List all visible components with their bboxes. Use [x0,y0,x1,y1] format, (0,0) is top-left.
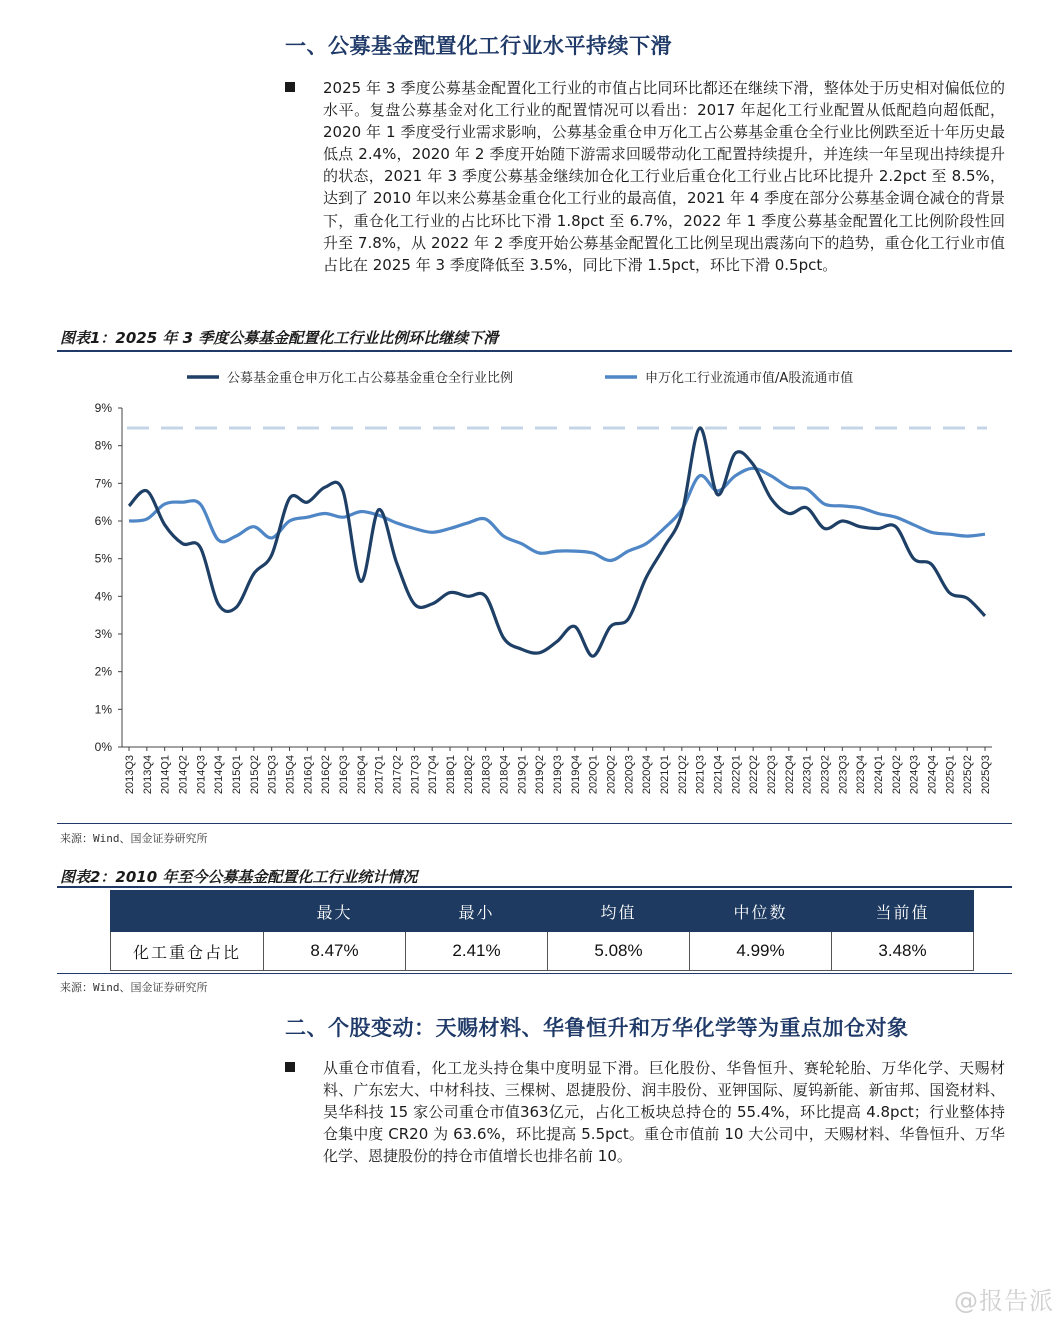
figure1-bottom-rule [57,823,1012,824]
section1-bullet [285,77,1005,276]
x-tick-label: 2016Q3 [338,755,350,795]
bullet-square-icon [285,82,295,92]
x-tick-label: 2024Q1 [873,755,885,795]
section2-paragraph: 从重仓市值看，化工龙头持仓集中度明显下滑。巨化股份、华鲁恒升、赛轮轮胎、万华化学、天赐材料、广东宏大、中材科技、三棵树、恩捷股份、润丰股份、亚钾国际、厦钨新能、新宙邦、国瓷材料、昊华科技 15 家公司重仓市值363亿元，占化工板块总持仓的 55.4%，环比提高 4.8pct；行业整体持仓集中度 CR20 为 63.6%，环比提高 5.5pct。重仓市值前 10 大公司中，天赐材料、华鲁恒升、万华化学、恩捷股份的持仓市值增长也排名前 10。 [323,1059,1005,1166]
y-tick-label: 6% [94,514,112,528]
section1-heading: 一、公募基金配置化工行业水平持续下滑 [285,34,672,58]
x-tick-label: 2022Q2 [748,755,761,795]
y-tick-label: 5% [94,551,112,566]
bullet-square-icon [285,1062,295,1072]
series-line-1 [129,468,985,560]
y-tick-label: 0% [94,740,112,754]
stats-header-current: 当前值 [832,891,974,932]
x-tick-label: 2015Q4 [284,755,297,795]
y-tick-label: 8% [94,438,112,453]
stats-header-median: 中位数 [690,891,832,932]
x-tick-label: 2019Q2 [534,755,547,795]
x-tick-label: 2021Q4 [712,755,725,795]
x-tick-label: 2022Q4 [783,755,796,795]
x-tick-label: 2024Q3 [908,755,921,795]
figure2-bottom-rule [57,973,1012,974]
x-tick-label: 2016Q4 [355,755,368,795]
y-tick-label: 3% [94,627,112,641]
x-tick-label: 2023Q3 [837,755,850,795]
x-tick-label: 2015Q3 [266,755,279,795]
stats-table [110,890,974,971]
x-tick-label: 2024Q2 [890,755,903,795]
x-tick-label: 2014Q1 [159,755,172,795]
stats-header-row [111,891,974,932]
stats-header-max: 最大 [264,891,406,932]
x-tick-label: 2024Q4 [926,755,939,795]
figure2-top-rule [57,886,1012,888]
x-tick-label: 2019Q1 [516,755,529,795]
y-tick-label: 1% [94,702,112,717]
x-tick-label: 2017Q3 [409,755,422,795]
y-tick-label: 9% [94,401,112,415]
table-row [111,932,974,971]
x-tick-label: 2014Q3 [195,755,208,795]
figure1-chart [57,360,1012,820]
x-tick-label: 2013Q3 [124,755,136,795]
x-tick-label: 2014Q2 [177,755,190,795]
x-tick-label: 2025Q3 [980,755,992,795]
y-tick-label: 2% [94,664,112,679]
x-tick-label: 2017Q2 [391,755,404,795]
x-tick-label: 2017Q1 [373,755,386,795]
watermark: @报告派 [954,1287,1054,1315]
x-tick-label: 2021Q3 [694,755,707,795]
legend-label-1: 申万化工行业流通市值/A股流通市值 [645,371,854,386]
y-tick-label: 7% [94,476,112,491]
stats-value-min: 2.41% [406,932,548,971]
x-tick-label: 2020Q2 [605,755,618,795]
x-tick-label: 2018Q2 [462,755,475,795]
x-tick-label: 2019Q4 [569,755,582,795]
x-tick-label: 2020Q4 [641,755,654,795]
figure1-top-rule [57,350,1012,352]
x-tick-label: 2015Q2 [248,755,261,795]
stats-value-current: 3.48% [832,932,974,971]
x-tick-label: 2018Q1 [445,755,457,795]
x-tick-label: 2025Q1 [944,755,957,795]
legend-label-0: 公募基金重仓申万化工占公募基金重仓全行业比例 [227,371,514,386]
stats-row-label: 化工重仓占比 [111,932,264,971]
figure2-title: 图表2：2010 年至今公募基金配置化工行业统计情况 [60,868,418,886]
figure1-source: 来源：Wind、国金证券研究所 [60,832,208,845]
x-tick-label: 2016Q1 [302,755,315,795]
x-tick-label: 2023Q2 [819,755,832,795]
figure1-title: 图表1：2025 年 3 季度公募基金配置化工行业比例环比继续下滑 [60,329,499,347]
section2-bullet [285,1057,1005,1167]
x-tick-label: 2014Q4 [213,755,226,795]
x-tick-label: 2023Q1 [801,755,814,795]
stats-value-median: 4.99% [690,932,832,971]
stats-header-mean: 均值 [548,891,690,932]
y-tick-label: 4% [94,589,112,604]
stats-header-min: 最小 [406,891,548,932]
x-tick-label: 2022Q3 [766,755,778,795]
section1-paragraph: 2025 年 3 季度公募基金配置化工行业的市值占比同环比都还在继续下滑，整体处于历史相对偏低位的水平。复盘公募基金对化工行业的配置情况可以看出：2017 年起化工行业配置从低配趋向超低配，2020 年 1 季度受行业需求影响，公募基金重仓申万化工占公募基金重仓全行业比例跌至近十年历史最低点 2.4%，2020 年 2 季度开始随下游需求回暖带动化工配置持续提升，并连续一年呈现出持续提升的状态，2021 年 3 季度公募基金继续加仓化工行业后重仓化工行业占比环比提升 2.2pct 至 8.5%，达到了 2010 年以来公募基金重仓化工行业的最高值，2021 年 4 季度在部分公募基金调仓减仓的背景下，重仓化工行业的占比环比下滑 1.8pct 至 6.7%，2022 年 1 季度公募基金配置化工比例阶段性回升至 7.8%，从 2022 年 2 季度开始公募基金配置化工比例呈现出震荡向下的趋势，重仓化工行业市值占比在 2025 年 3 季度降低至 3.5%，同比下滑 1.5pct，环比下滑 0.5pct。 [323,79,1005,274]
x-tick-label: 2022Q1 [730,755,743,795]
x-tick-label: 2025Q2 [962,755,975,795]
stats-value-mean: 5.08% [548,932,690,971]
x-tick-label: 2023Q4 [855,755,868,795]
x-tick-label: 2018Q4 [498,755,511,795]
section2-heading: 二、个股变动：天赐材料、华鲁恒升和万华化学等为重点加仓对象 [285,1016,909,1040]
x-tick-label: 2013Q4 [141,755,154,795]
x-tick-label: 2020Q3 [623,755,636,795]
x-tick-label: 2017Q4 [427,755,440,795]
x-tick-label: 2019Q3 [552,755,564,795]
series-line-0 [129,428,985,656]
x-tick-label: 2015Q1 [231,755,243,795]
stats-header-blank [111,891,264,932]
figure2-source: 来源：Wind、国金证券研究所 [60,981,208,994]
x-tick-label: 2016Q2 [320,755,333,795]
x-tick-label: 2021Q2 [676,755,689,795]
x-tick-label: 2021Q1 [659,755,671,795]
stats-value-max: 8.47% [264,932,406,971]
x-tick-label: 2018Q3 [480,755,493,795]
x-tick-label: 2020Q1 [587,755,600,795]
